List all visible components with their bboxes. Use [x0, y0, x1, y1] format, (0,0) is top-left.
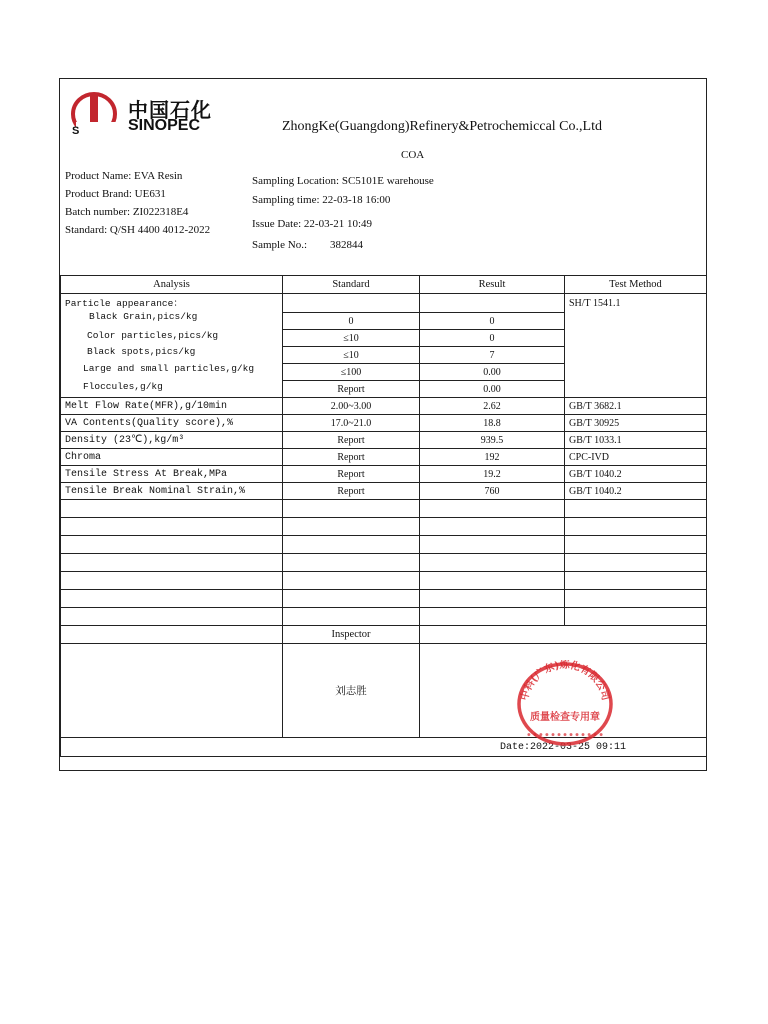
cell-analysis: Tensile Stress At Break,MPa: [61, 466, 283, 483]
batch-number: Batch number: ZI022318E4: [65, 206, 189, 218]
particle-spacer: [283, 294, 420, 313]
cell-method: GB/T 1033.1: [565, 432, 707, 449]
quality-seal-stamp: [515, 660, 615, 746]
cell-result: 0.00: [420, 364, 565, 381]
particle-method: SH/T 1541.1: [565, 294, 707, 398]
doc-type: COA: [401, 149, 425, 161]
table-row: [61, 415, 707, 432]
particle-title: Particle appearance：: [65, 298, 183, 309]
cell-analysis: Melt Flow Rate(MFR),g/10min: [61, 398, 283, 415]
table-row: [61, 466, 707, 483]
product-name: Product Name: EVA Resin: [65, 170, 183, 182]
company-name: ZhongKe(Guangdong)Refinery&Petrochemiccal Co.,Ltd: [282, 119, 602, 134]
footer-date: Date:2022-03-25 09:11: [61, 738, 707, 757]
seal-ring-text: 中科(广东)炼化有限公司: [519, 660, 611, 702]
particle-label: Color particles,pics/kg: [87, 330, 219, 341]
cell-result: 0: [420, 313, 565, 330]
cell-standard: ≤100: [283, 364, 420, 381]
cell-method: GB/T 1040.2: [565, 466, 707, 483]
particle-group-row: [61, 294, 707, 313]
inspector-label: Inspector: [283, 626, 420, 644]
cell-method: GB/T 3682.1: [565, 398, 707, 415]
logo-cn: 中国石化: [128, 98, 212, 122]
standard: Standard: Q/SH 4400 4012-2022: [65, 224, 211, 236]
inspector-signature: 刘志胜: [283, 644, 420, 738]
table-row: [61, 449, 707, 466]
particle-spacer: [420, 294, 565, 313]
header-analysis: Analysis: [61, 276, 283, 294]
svg-text:中科(广东)炼化有限公司: [517, 660, 612, 702]
cell-result: 2.62: [420, 398, 565, 415]
cell-result: 760: [420, 483, 565, 500]
cell-standard: 0: [283, 313, 420, 330]
cell-result: 0.00: [420, 381, 565, 398]
product-brand: Product Brand: UE631: [65, 188, 166, 200]
sample-no-label: Sample No.:: [252, 239, 307, 251]
cell-analysis: Tensile Break Nominal Strain,%: [61, 483, 283, 500]
empty-row: [61, 590, 707, 608]
empty-row: [61, 500, 707, 518]
particle-label: Large and small particles,g/kg: [83, 363, 255, 374]
empty-row: [61, 608, 707, 626]
svg-text:● ● ● ● ● ● ● ● ● ● ● ● ●: ● ● ● ● ● ● ● ● ● ● ● ● ●: [527, 732, 603, 738]
table-row: [61, 432, 707, 449]
empty-row: [61, 572, 707, 590]
sampling-location: Sampling Location: SC5101E warehouse: [252, 175, 434, 187]
cell-result: 18.8: [420, 415, 565, 432]
cell-standard: 17.0~21.0: [283, 415, 420, 432]
cell-analysis: Chroma: [61, 449, 283, 466]
particle-label: Floccules,g/kg: [83, 381, 163, 392]
cell-standard: Report: [283, 466, 420, 483]
particle-label: Black spots,pics/kg: [87, 346, 196, 357]
issue-date: Issue Date: 22-03-21 10:49: [252, 218, 373, 230]
cell-method: GB/T 30925: [565, 415, 707, 432]
cell-standard: Report: [283, 432, 420, 449]
table-row: [61, 398, 707, 415]
particle-analysis-cell: [61, 294, 283, 398]
cell-standard: ≤10: [283, 330, 420, 347]
table-row: [61, 483, 707, 500]
header-test-method: Test Method: [565, 276, 707, 294]
cell-standard: Report: [283, 381, 420, 398]
inspector-header-row: [61, 626, 707, 644]
table-header-row: [61, 276, 707, 294]
empty-row: [61, 536, 707, 554]
cell-result: 939.5: [420, 432, 565, 449]
header-result: Result: [420, 276, 565, 294]
cell-result: 192: [420, 449, 565, 466]
sample-no: 382844: [330, 239, 363, 251]
logo-en: SINOPEC: [128, 117, 201, 134]
cell-standard: Report: [283, 449, 420, 466]
cell-analysis: VA Contents(Quality score),%: [61, 415, 283, 432]
particle-label: Black Grain,pics/kg: [89, 311, 198, 322]
cell-result: 0: [420, 330, 565, 347]
cell-standard: 2.00~3.00: [283, 398, 420, 415]
cell-standard: ≤10: [283, 347, 420, 364]
cell-method: GB/T 1040.2: [565, 483, 707, 500]
cell-result: 7: [420, 347, 565, 364]
header-standard: Standard: [283, 276, 420, 294]
cell-standard: Report: [283, 483, 420, 500]
cell-method: CPC-IVD: [565, 449, 707, 466]
sampling-time: Sampling time: 22-03-18 16:00: [252, 194, 391, 206]
seal-center-text: 质量检查专用章: [530, 712, 600, 723]
svg-text:S: S: [72, 125, 80, 137]
empty-row: [61, 518, 707, 536]
cell-analysis: Density (23℃),kg/m³: [61, 432, 283, 449]
empty-row: [61, 554, 707, 572]
cell-result: 19.2: [420, 466, 565, 483]
